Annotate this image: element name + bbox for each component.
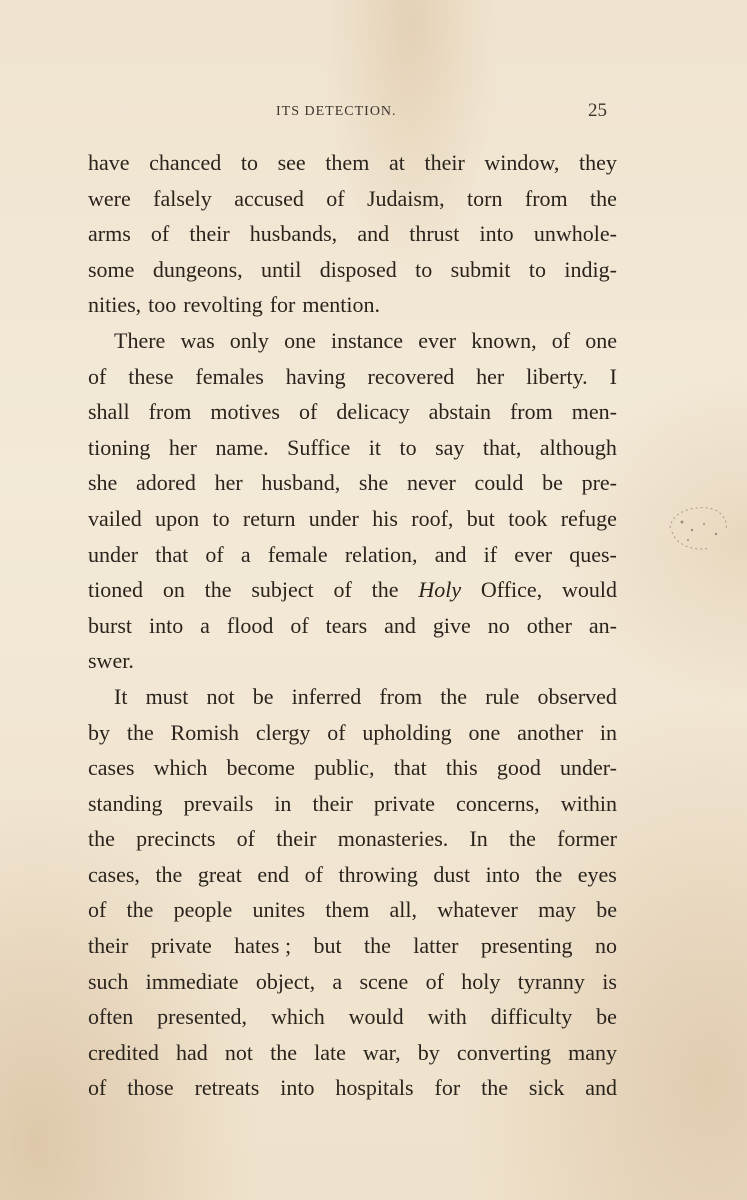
word: but <box>466 505 495 531</box>
word: give <box>432 612 471 638</box>
library-stamp-mark <box>662 500 732 558</box>
word: hospitals <box>335 1075 414 1101</box>
word: with <box>427 1004 467 1030</box>
word: indig- <box>564 256 617 282</box>
word: public, <box>314 755 375 781</box>
text-line <box>88 501 617 537</box>
word: end <box>257 861 290 887</box>
word: observed <box>537 683 617 709</box>
word: dust <box>433 861 471 887</box>
word: disposed <box>319 256 397 282</box>
word: of <box>425 968 444 994</box>
text-line <box>88 394 617 430</box>
word: pre- <box>581 470 617 496</box>
word: burst <box>88 612 132 638</box>
word: them <box>325 897 370 923</box>
word: falsely <box>153 185 212 211</box>
word: mention. <box>302 292 380 318</box>
word: tioning <box>88 434 151 460</box>
word: the <box>371 577 399 603</box>
text-line <box>88 145 617 181</box>
word: of <box>150 221 170 247</box>
word: see <box>277 150 306 175</box>
word: their <box>424 150 465 175</box>
word: into <box>148 612 184 638</box>
word: whatever <box>437 897 518 923</box>
word: for <box>269 292 296 318</box>
word: private <box>373 790 435 816</box>
text-line <box>88 821 617 857</box>
word: and <box>585 1075 617 1101</box>
word: at <box>388 150 405 175</box>
word: if <box>483 541 498 567</box>
word: become <box>226 755 295 781</box>
text-line <box>88 750 617 786</box>
word: under <box>88 541 139 567</box>
word: late <box>314 1039 346 1065</box>
word: great <box>197 861 242 887</box>
word: men- <box>571 399 617 425</box>
word: had <box>175 1039 208 1065</box>
word: window, <box>484 150 560 175</box>
word: of <box>236 826 255 852</box>
word: which <box>153 755 208 781</box>
word: could <box>474 470 524 496</box>
word: recovered <box>367 363 455 389</box>
text-line <box>88 928 617 964</box>
text-line <box>88 643 617 679</box>
word: hates ; <box>234 933 292 959</box>
word: of <box>327 719 346 745</box>
word: one <box>284 327 316 353</box>
word: that <box>393 755 427 781</box>
word: such <box>88 968 129 994</box>
text-line <box>88 181 617 217</box>
word: swer. <box>88 648 134 674</box>
word: although <box>539 434 617 460</box>
word: within <box>560 790 617 816</box>
word: Office, <box>480 577 543 603</box>
word: the <box>126 719 154 745</box>
word: into <box>485 861 520 887</box>
text-line <box>88 608 617 644</box>
word: she <box>88 470 118 496</box>
word: immediate <box>145 968 239 994</box>
word: a <box>200 612 210 638</box>
word: nities, <box>88 292 142 318</box>
word: husbands, <box>249 221 338 247</box>
word: arms <box>88 221 131 247</box>
word: chanced <box>149 150 222 175</box>
word: former <box>557 826 617 852</box>
word: tyranny <box>517 968 585 994</box>
word: say <box>435 434 465 460</box>
word: relation, <box>344 541 418 567</box>
word: eyes <box>577 861 617 887</box>
word: to <box>399 434 417 460</box>
word: too <box>148 292 177 318</box>
word: their <box>189 221 230 247</box>
word: credited <box>88 1039 159 1065</box>
word: adored <box>136 470 196 496</box>
word: There <box>114 327 166 353</box>
word: from <box>379 683 423 709</box>
text-line <box>88 1070 617 1106</box>
body-text <box>88 145 617 1106</box>
word: monasteries. <box>337 826 449 852</box>
word: unwhole- <box>533 221 617 247</box>
word: husband, <box>261 470 341 496</box>
word: Suffice <box>287 434 351 460</box>
word: must <box>145 683 189 709</box>
word: upon <box>155 505 200 531</box>
word: holy <box>461 968 501 994</box>
word: her <box>214 470 243 496</box>
word: return <box>242 505 296 531</box>
word: vailed <box>88 505 142 531</box>
word: of <box>290 612 309 638</box>
word: inferred <box>291 683 362 709</box>
text-line <box>88 287 617 323</box>
word: her <box>168 434 197 460</box>
word: an- <box>588 612 617 638</box>
word: was <box>180 327 215 353</box>
word: object, <box>255 968 316 994</box>
word: motives <box>210 399 280 425</box>
word: those <box>127 1075 174 1101</box>
word: she <box>358 470 389 496</box>
word: until <box>261 256 302 282</box>
word: the <box>481 1075 508 1101</box>
word: liberty. <box>526 363 588 389</box>
word: of <box>304 861 323 887</box>
word: the <box>126 897 154 923</box>
word: having <box>285 363 346 389</box>
word: war, <box>363 1039 401 1065</box>
word: revolting <box>183 292 263 318</box>
word: scene <box>359 968 409 994</box>
word: one <box>585 327 617 353</box>
word: not <box>224 1039 253 1065</box>
word: many <box>568 1039 617 1065</box>
word: female <box>267 541 328 567</box>
text-line <box>88 323 617 359</box>
word: a <box>332 968 343 994</box>
word: would <box>562 577 617 603</box>
word: in <box>274 790 292 816</box>
word: their <box>276 826 317 852</box>
word: known, <box>471 327 537 353</box>
word: is <box>602 968 617 994</box>
word: no <box>487 612 510 638</box>
word: would <box>348 1004 404 1030</box>
word: thrust <box>409 221 460 247</box>
word: of <box>299 399 318 425</box>
text-line <box>88 892 617 928</box>
word: into <box>479 221 514 247</box>
word: which <box>270 1004 325 1030</box>
word: abstain <box>428 399 491 425</box>
word: were <box>88 185 131 211</box>
text-line <box>88 359 617 395</box>
word: no <box>594 933 617 959</box>
word: be <box>596 897 617 923</box>
word: one <box>468 719 501 745</box>
word: of <box>88 897 107 923</box>
text-line <box>88 1035 617 1071</box>
word: to <box>240 150 258 175</box>
word: Holy <box>418 577 462 603</box>
word: tioned <box>88 577 143 603</box>
word: ques- <box>569 541 617 567</box>
word: their <box>312 790 353 816</box>
word: In <box>469 826 488 852</box>
word: accused <box>234 185 304 211</box>
word: her <box>476 363 505 389</box>
word: that, <box>482 434 522 460</box>
word: and <box>357 221 390 247</box>
text-line <box>88 857 617 893</box>
word: presented, <box>157 1004 247 1030</box>
word: of <box>333 577 352 603</box>
word: dungeons, <box>152 256 243 282</box>
word: some <box>88 256 135 282</box>
text-line <box>88 679 617 715</box>
word: standing <box>88 790 163 816</box>
word: of <box>88 1075 107 1101</box>
word: flood <box>226 612 274 638</box>
word: Romish <box>170 719 240 745</box>
text-line <box>88 786 617 822</box>
word: the <box>204 577 232 603</box>
word: only <box>229 327 269 353</box>
word: ever <box>514 541 553 567</box>
word: females <box>195 363 264 389</box>
text-line <box>88 964 617 1000</box>
text-line <box>88 999 617 1035</box>
word: be <box>252 683 274 709</box>
word: subject <box>251 577 314 603</box>
word: from <box>148 399 192 425</box>
word: may <box>538 897 576 923</box>
word: instance <box>330 327 404 353</box>
word: by <box>417 1039 440 1065</box>
word: in <box>599 719 617 745</box>
word: from <box>524 185 568 211</box>
word: to <box>212 505 230 531</box>
word: private <box>150 933 212 959</box>
word: under <box>308 505 359 531</box>
word: unites <box>252 897 306 923</box>
word: into <box>280 1075 315 1101</box>
word: cases, <box>88 861 140 887</box>
word: his <box>372 505 398 531</box>
word: converting <box>456 1039 551 1065</box>
word: roof, <box>411 505 454 531</box>
word: but <box>313 933 342 959</box>
word: good <box>496 755 541 781</box>
word: have <box>88 150 130 175</box>
word: the <box>88 826 115 852</box>
word: other <box>526 612 572 638</box>
word: a <box>240 541 251 567</box>
word: shall <box>88 399 130 425</box>
word: the <box>270 1039 298 1065</box>
word: people <box>173 897 233 923</box>
word: rule <box>485 683 520 709</box>
text-line <box>88 715 617 751</box>
word: took <box>508 505 548 531</box>
word: of <box>205 541 224 567</box>
word: that <box>155 541 189 567</box>
word: the <box>535 861 563 887</box>
word: tears <box>325 612 368 638</box>
word: these <box>128 363 174 389</box>
word: this <box>445 755 478 781</box>
word: I <box>609 363 617 389</box>
word: concerns, <box>456 790 540 816</box>
word: to <box>415 256 433 282</box>
word: the <box>590 185 617 211</box>
word: submit <box>450 256 511 282</box>
word: precincts <box>136 826 216 852</box>
word: to <box>528 256 547 282</box>
word: under- <box>559 755 617 781</box>
running-head: ITS DETECTION. <box>276 104 397 119</box>
word: Judaism, <box>366 185 445 211</box>
word: often <box>88 1004 134 1030</box>
word: for <box>434 1075 461 1101</box>
word: be <box>542 470 563 496</box>
word: the <box>155 861 183 887</box>
word: refuge <box>560 505 617 531</box>
text-line <box>88 430 617 466</box>
text-line <box>88 537 617 573</box>
word: it <box>368 434 381 460</box>
text-line <box>88 252 617 288</box>
word: another <box>517 719 584 745</box>
word: throwing <box>338 861 418 887</box>
word: the <box>509 826 536 852</box>
word: of <box>88 363 107 389</box>
word: cases <box>88 755 135 781</box>
text-line <box>88 465 617 501</box>
word: torn <box>467 185 503 211</box>
word: from <box>509 399 553 425</box>
word: delicacy <box>336 399 410 425</box>
word: them <box>325 150 370 175</box>
word: clergy <box>255 719 311 745</box>
word: never <box>406 470 456 496</box>
word: they <box>579 150 617 175</box>
word: difficulty <box>490 1004 573 1030</box>
text-line <box>88 572 617 608</box>
word: sick <box>528 1075 565 1101</box>
word: be <box>596 1004 617 1030</box>
word: by <box>88 719 110 745</box>
word: not <box>206 683 235 709</box>
word: presenting <box>480 933 573 959</box>
word: of <box>326 185 345 211</box>
word: It <box>114 683 128 709</box>
word: upholding <box>362 719 452 745</box>
word: name. <box>215 434 269 460</box>
word: and <box>434 541 467 567</box>
word: of <box>551 327 571 353</box>
word: latter <box>413 933 459 959</box>
word: retreats <box>194 1075 260 1101</box>
word: their <box>88 933 129 959</box>
word: and <box>384 612 416 638</box>
word: ever <box>418 327 457 353</box>
text-line <box>88 216 617 252</box>
word: on <box>162 577 185 603</box>
word: the <box>440 683 468 709</box>
word: all, <box>389 897 418 923</box>
page-number: 25 <box>588 100 607 121</box>
word: the <box>364 933 391 959</box>
word: prevails <box>183 790 254 816</box>
